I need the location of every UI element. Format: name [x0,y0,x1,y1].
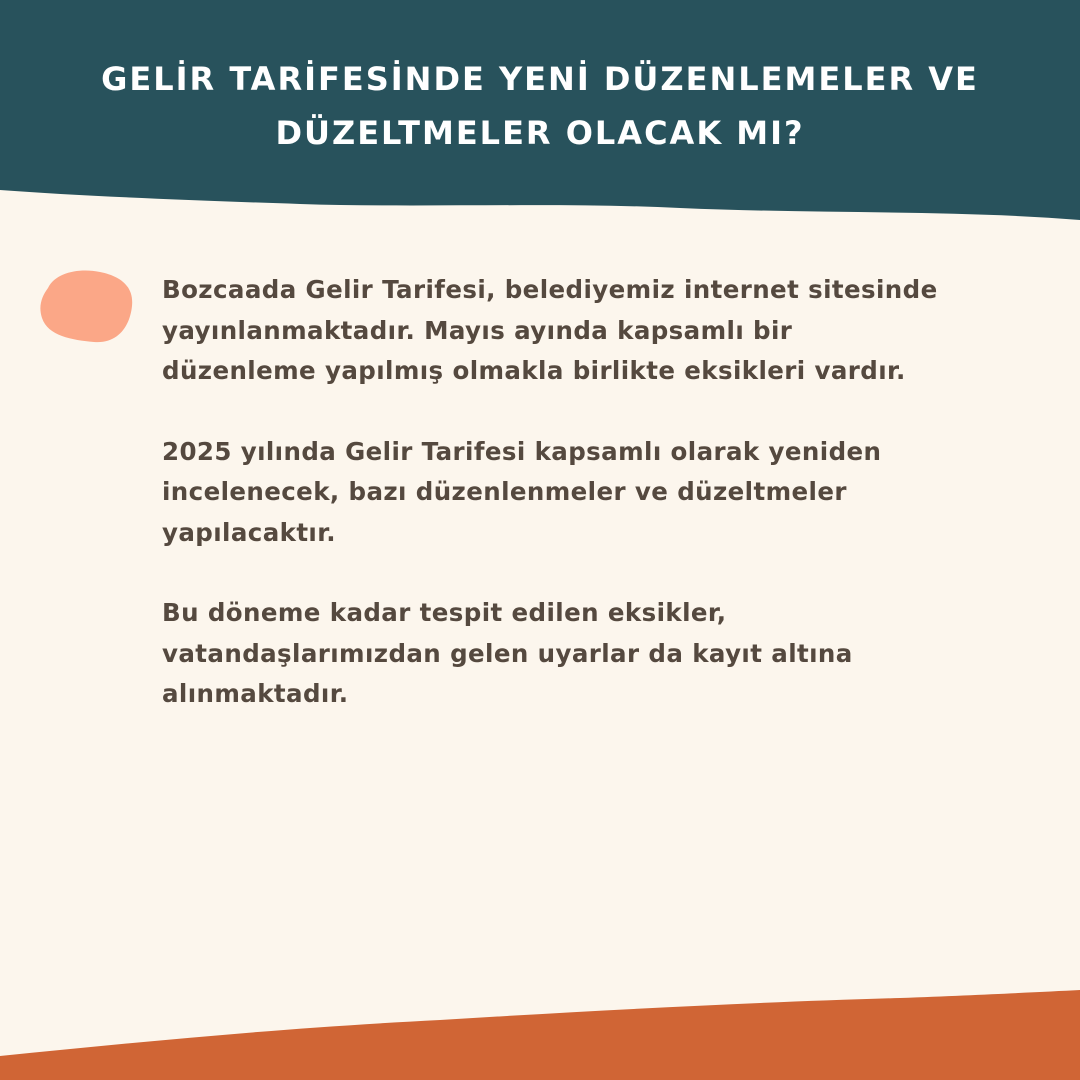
paragraph-1-line-1: Bozcaada Gelir Tarifesi, belediyemiz internet sitesinde [162,275,938,304]
paragraph-2-line-2: incelenecek, bazı düzenlenmeler ve düzeltmeler [162,477,847,506]
paragraph-2-line-1: 2025 yılında Gelir Tarifesi kapsamlı olarak yeniden [162,436,882,466]
footer-wave [0,980,1080,1080]
paragraph-3-line-1: Bu döneme kadar tespit edilen eksikler, [162,598,727,627]
paragraph-1-line-2: yayınlanmaktadır. Mayıs ayında kapsamlı bir [162,315,793,345]
paragraph-2-line-3: yapılacaktır. [162,517,336,547]
paragraph-3-line-2: vatandaşlarımızdan gelen uyarlar da kayıt altına [162,638,853,668]
decorative-blob-shape [38,266,136,346]
paragraph-2 [162,432,1042,554]
paragraph-3-line-3: alınmaktadır. [162,679,349,708]
body-text [162,270,1042,755]
paragraph-1 [162,270,1042,392]
title-line-1: GELİR TARİFESİNDE YENİ DÜZENLEMELER VE [101,60,979,98]
paragraph-3 [162,593,1042,715]
title-line-2: DÜZELTMELER OLACAK MI? [275,114,805,152]
paragraph-1-line-3: düzenleme yapılmış olmakla birlikte eksikleri vardır. [162,356,906,385]
page-title [40,52,1040,160]
